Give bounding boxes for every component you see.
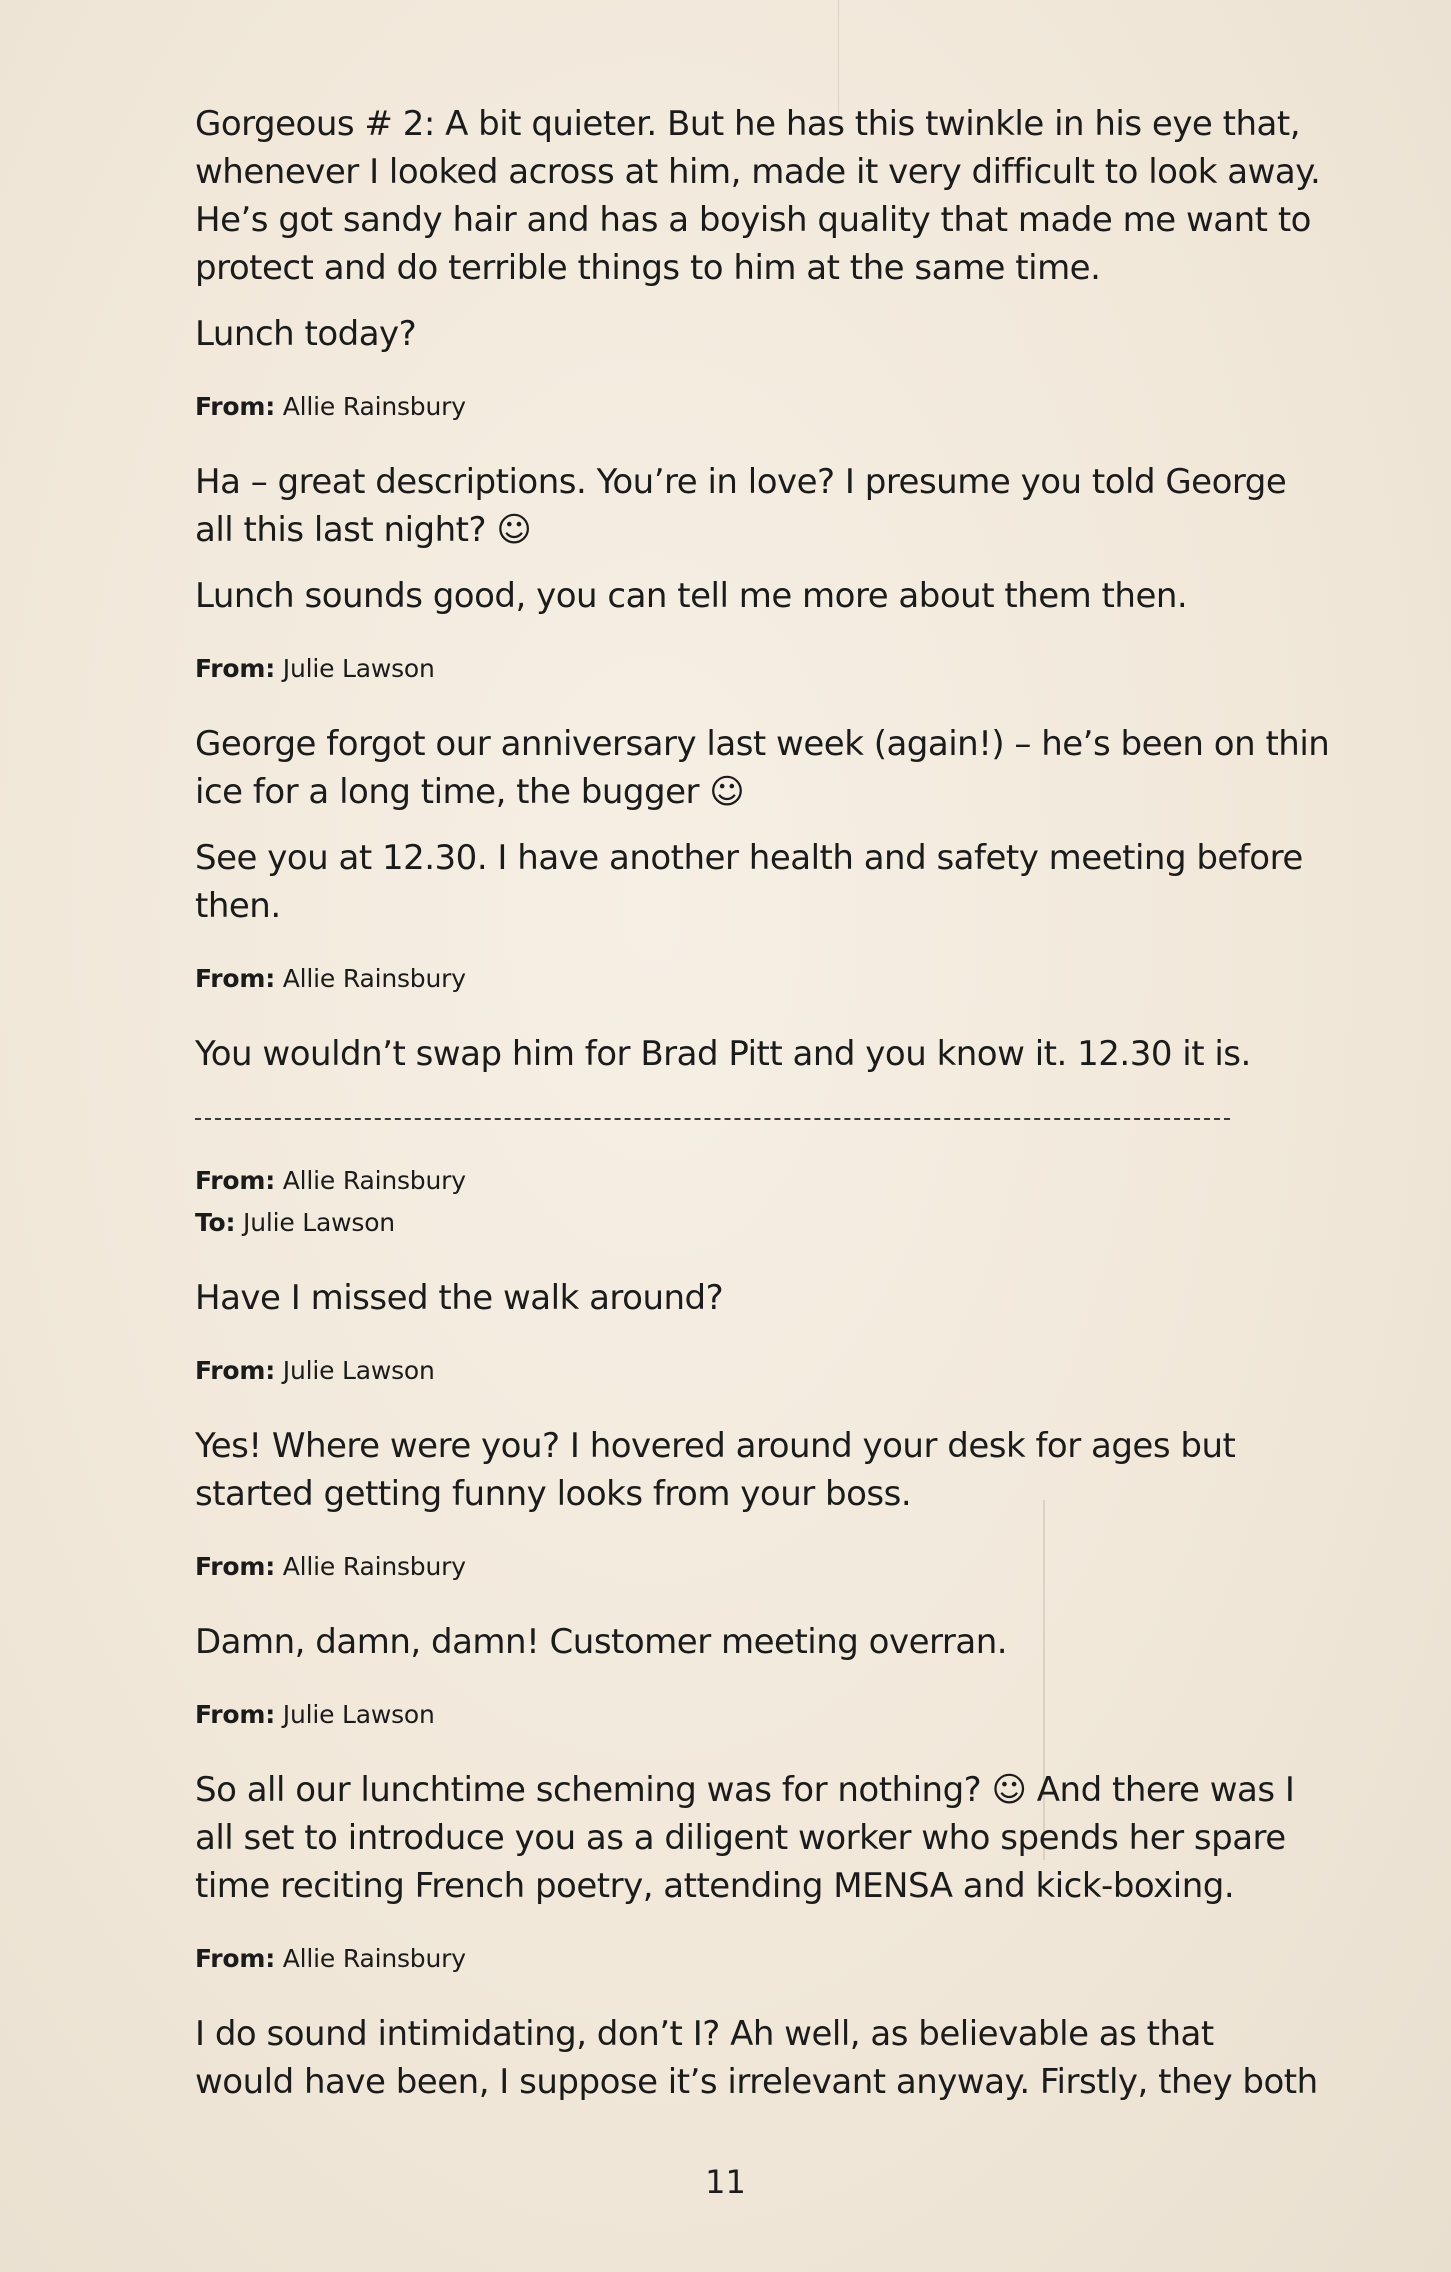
page-body	[195, 100, 1355, 2106]
sender-name: Allie Rainsbury	[275, 964, 466, 993]
from-label: From:	[195, 654, 276, 683]
message-paragraph: Damn, damn, damn! Customer meeting overran.	[195, 1622, 1008, 1662]
sender-name: Julie Lawson	[275, 1700, 435, 1729]
from-label: From:	[195, 392, 276, 421]
page-number: 11	[705, 2163, 746, 2201]
from-label: From:	[195, 1356, 276, 1385]
email-to-header	[195, 1202, 1355, 1244]
from-label: From:	[195, 1166, 276, 1195]
sender-name: Allie Rainsbury	[275, 1166, 466, 1195]
message-paragraph: Ha – great descriptions. You’re in love? I presume you told George all this last night? ☺	[195, 462, 1287, 550]
to-label: To:	[195, 1208, 236, 1237]
message-paragraph: So all our lunchtime scheming was for nothing? ☺ And there was I all set to introduce you as a diligent worker who spends her spare time reciting French poetry, attending MENSA and kick-boxing.	[195, 1770, 1295, 1906]
sender-name: Julie Lawson	[275, 1356, 435, 1385]
message-paragraph: Lunch today?	[195, 314, 417, 354]
email-from-header	[195, 386, 1355, 428]
sender-name: Allie Rainsbury	[275, 1552, 466, 1581]
email-from-header	[195, 1350, 1355, 1392]
email-from-header	[195, 1160, 1355, 1202]
message-paragraph: Yes! Where were you? I hovered around your desk for ages but started getting funny looks from your boss.	[195, 1426, 1236, 1514]
email-from-header	[195, 1694, 1355, 1736]
message-paragraph: Lunch sounds good, you can tell me more about them then.	[195, 576, 1188, 616]
message-paragraph: See you at 12.30. I have another health and safety meeting before then.	[195, 838, 1303, 926]
from-label: From:	[195, 1700, 276, 1729]
message-paragraph: Gorgeous # 2: A bit quieter. But he has this twinkle in his eye that, whenever I looked across at him, made it very difficult to look away. He’s got sandy hair and has a boyish quality that made me want to protect and do terrible things to him at the same time.	[195, 104, 1321, 288]
message-paragraph: George forgot our anniversary last week (again!) – he’s been on thin ice for a long time, the bugger ☺	[195, 724, 1330, 812]
sender-name: Allie Rainsbury	[275, 392, 466, 421]
sender-name: Allie Rainsbury	[275, 1944, 466, 1973]
message-paragraph: Have I missed the walk around?	[195, 1278, 724, 1318]
email-from-header	[195, 1938, 1355, 1980]
from-label: From:	[195, 964, 276, 993]
from-label: From:	[195, 1552, 276, 1581]
email-from-header	[195, 648, 1355, 690]
email-from-header	[195, 958, 1355, 1000]
message-paragraph: I do sound intimidating, don’t I? Ah well, as believable as that would have been, I suppose it’s irrelevant anyway. Firstly, they both	[195, 2014, 1318, 2102]
sender-name: Julie Lawson	[275, 654, 435, 683]
email-from-header	[195, 1546, 1355, 1588]
message-paragraph: You wouldn’t swap him for Brad Pitt and you know it. 12.30 it is.	[195, 1034, 1251, 1074]
from-label: From:	[195, 1944, 276, 1973]
recipient-name: Julie Lawson	[235, 1208, 395, 1237]
